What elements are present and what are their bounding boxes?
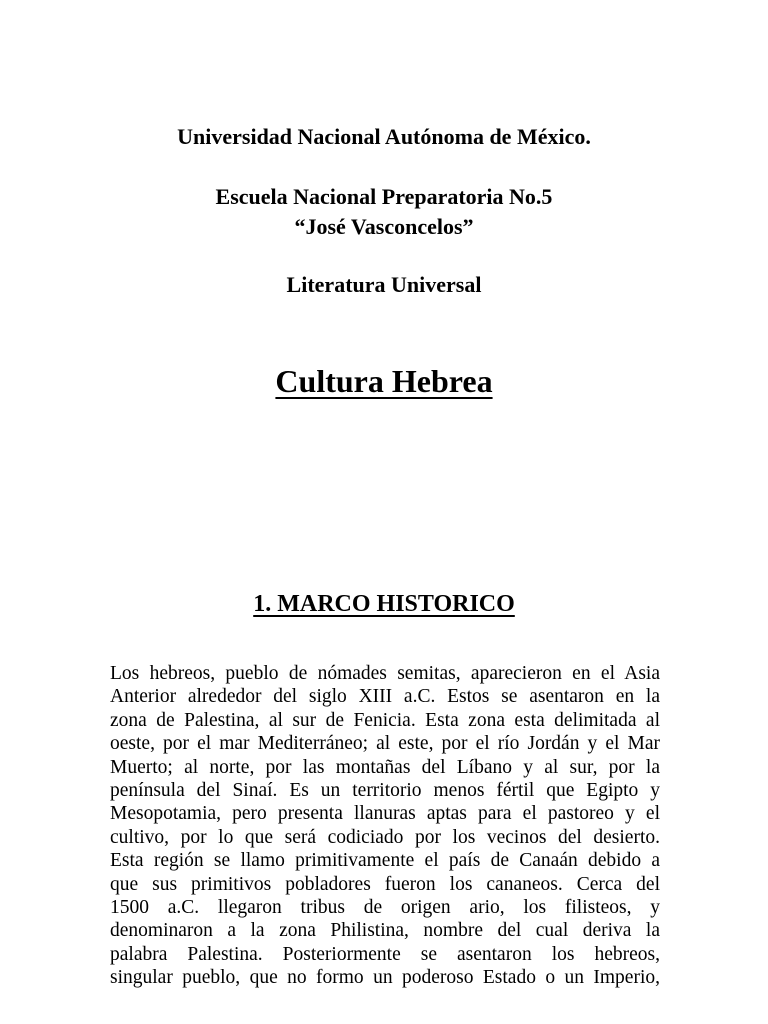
- body-line: 1500 a.C. llegaron tribus de origen ario, los filisteos, y: [110, 896, 660, 918]
- body-line: oeste, por el mar Mediterráneo; al este, por el río Jordán y el Mar: [110, 733, 660, 755]
- section-body: [110, 662, 660, 989]
- school-honoree: “José Vasconcelos”: [294, 214, 474, 239]
- body-line: denominaron a la zona Philistina, nombre del cual deriva la: [110, 920, 660, 942]
- body-line: Los hebreos, pueblo de nómades semitas, aparecieron en el Asia: [110, 663, 660, 684]
- body-line: que sus primitivos pobladores fueron los cananeos. Cerca del: [110, 873, 660, 895]
- body-line: cultivo, por lo que será codiciado por los vecinos del desierto.: [110, 826, 660, 848]
- school-name: Escuela Nacional Preparatoria No.5: [215, 184, 553, 209]
- body-line: Mesopotamia, pero presenta llanuras aptas para el pastoreo y el: [110, 803, 660, 825]
- section-heading: 1. MARCO HISTORICO: [253, 591, 515, 617]
- university-name: Universidad Nacional Autónoma de México.: [177, 124, 591, 149]
- body-line: singular pueblo, que no formo un poderoso Estado o un Imperio,: [110, 967, 660, 989]
- body-line: Esta región se llamo primitivamente el país de Canaán debido a: [110, 850, 660, 872]
- body-line: palabra Palestina. Posteriormente se asentaron los hebreos,: [110, 943, 660, 965]
- subject-name: Literatura Universal: [286, 272, 482, 297]
- body-line: zona de Palestina, al sur de Fenicia. Esta zona esta delimitada al: [110, 709, 660, 731]
- body-line: Muerto; al norte, por las montañas del Líbano y al sur, por la: [110, 756, 660, 778]
- body-line: Anterior alrededor del siglo XIII a.C. Estos se asentaron en la: [110, 686, 660, 708]
- body-line: península del Sinaí. Es un territorio menos fértil que Egipto y: [110, 779, 660, 801]
- page-title: Cultura Hebrea: [275, 363, 493, 399]
